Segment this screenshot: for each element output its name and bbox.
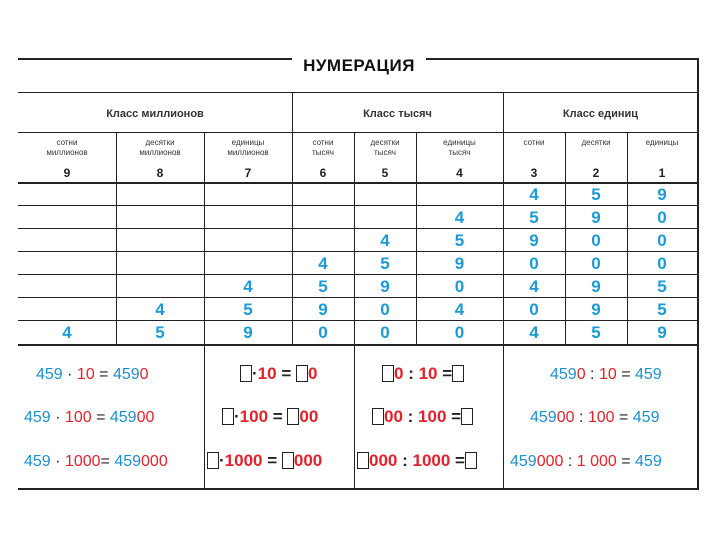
mult-rule: ·1000 = 000 <box>207 451 322 471</box>
rank-header: сотни тысяч <box>312 138 334 157</box>
digit-cell: 0 <box>380 300 390 319</box>
rank-header: сотни <box>523 138 545 147</box>
digit-cell: 9 <box>657 323 667 342</box>
rank-header: единицы тысяч <box>443 138 476 157</box>
digit-cell: 4 <box>454 208 465 227</box>
div-rule: 00 : 100 = <box>372 407 473 427</box>
digit-cell: 9 <box>243 323 253 342</box>
placeholder-box <box>282 452 294 469</box>
placeholder-box <box>382 365 394 382</box>
digit-cell: 0 <box>591 231 601 250</box>
digit-cell: 4 <box>155 300 165 319</box>
rank-number: 5 <box>381 166 389 180</box>
digit-cell: 0 <box>657 231 667 250</box>
table-line <box>18 132 698 133</box>
rank-number: 8 <box>156 166 164 180</box>
digit-cell: 0 <box>657 208 667 227</box>
rank-number: 2 <box>592 166 600 180</box>
placeholder-box <box>461 408 473 425</box>
mult-rule: ·100 = 00 <box>222 407 318 427</box>
rank-header: десятки тысяч <box>370 138 400 157</box>
class-header-units: Класс единиц <box>562 108 639 120</box>
rank-number: 1 <box>658 166 666 180</box>
rank-number: 9 <box>63 166 71 180</box>
digit-cell: 5 <box>657 277 667 296</box>
digit-cell: 4 <box>529 277 539 296</box>
digit-cell: 9 <box>380 277 390 296</box>
rank-number: 4 <box>456 166 463 180</box>
placeholder-box <box>372 408 384 425</box>
placeholder-box <box>296 365 308 382</box>
digit-cell: 4 <box>529 185 539 204</box>
digit-cell: 0 <box>591 254 601 273</box>
class-header-thousands: Класс тысяч <box>363 108 432 120</box>
digit-cell: 0 <box>529 254 539 273</box>
digit-cell: 9 <box>657 185 667 204</box>
digit-cell: 5 <box>591 185 601 204</box>
digit-cell: 0 <box>454 323 465 342</box>
digit-cell: 4 <box>380 231 390 250</box>
mult-example: 459 · 10 = 4590 <box>36 366 149 383</box>
rank-header: сотни миллионов <box>46 138 88 157</box>
table-line <box>18 344 698 346</box>
placeholder-box <box>452 365 464 382</box>
rank-header: единицы миллионов <box>227 138 269 157</box>
digit-cell: 5 <box>155 323 165 342</box>
mult-example: 459 · 1000= 459000 <box>24 453 168 470</box>
placeholder-box <box>465 452 477 469</box>
digit-cell: 5 <box>591 323 601 342</box>
rank-header: единицы <box>645 138 679 147</box>
digit-cell: 5 <box>657 300 667 319</box>
div-example: 4590 : 10 = 459 <box>550 366 662 383</box>
rank-number: 6 <box>319 166 327 180</box>
placeholder-box <box>222 408 234 425</box>
page-title: НУМЕРАЦИЯ <box>292 52 426 78</box>
digit-cell: 0 <box>657 254 667 273</box>
placeholder-box <box>207 452 219 469</box>
digit-cell: 4 <box>454 300 465 319</box>
table-line <box>18 92 698 93</box>
class-header-millions: Класс миллионов <box>106 108 204 120</box>
digit-cell: 5 <box>243 300 253 319</box>
digit-cell: 9 <box>454 254 465 273</box>
rank-header: десятки миллионов <box>139 138 181 157</box>
digit-cell: 9 <box>591 208 601 227</box>
rank-number: 7 <box>244 166 252 180</box>
digit-cell: 9 <box>591 300 601 319</box>
digit-cell: 5 <box>380 254 390 273</box>
digit-cell: 0 <box>529 300 539 319</box>
digit-cell: 4 <box>62 323 72 342</box>
mult-rule: ·10 = 0 <box>240 364 317 384</box>
digit-cell: 5 <box>318 277 328 296</box>
placeholder-box <box>287 408 299 425</box>
digit-cell: 9 <box>318 300 328 319</box>
digit-cell: 0 <box>318 323 328 342</box>
rank-header: десятки <box>581 138 611 147</box>
placeholder-box <box>357 452 369 469</box>
table-bottom-border <box>18 488 698 490</box>
digit-cell: 4 <box>243 277 253 296</box>
digit-cell: 5 <box>454 231 465 250</box>
div-example: 459000 : 1 000 = 459 <box>510 453 662 470</box>
digit-cell: 0 <box>454 277 465 296</box>
placeholder-box <box>240 365 252 382</box>
digit-cell: 9 <box>591 277 601 296</box>
div-rule: 000 : 1000 = <box>357 451 477 471</box>
digit-cell: 0 <box>380 323 390 342</box>
mult-example: 459 · 100 = 45900 <box>24 409 155 426</box>
div-rule: 0 : 10 = <box>382 364 464 384</box>
digit-cell: 4 <box>529 323 539 342</box>
digit-cell: 5 <box>529 208 539 227</box>
div-example: 45900 : 100 = 459 <box>530 409 660 426</box>
table-right-border <box>697 58 699 490</box>
digit-cell: 9 <box>529 231 539 250</box>
rank-number: 3 <box>530 166 538 180</box>
digit-cell: 4 <box>318 254 328 273</box>
